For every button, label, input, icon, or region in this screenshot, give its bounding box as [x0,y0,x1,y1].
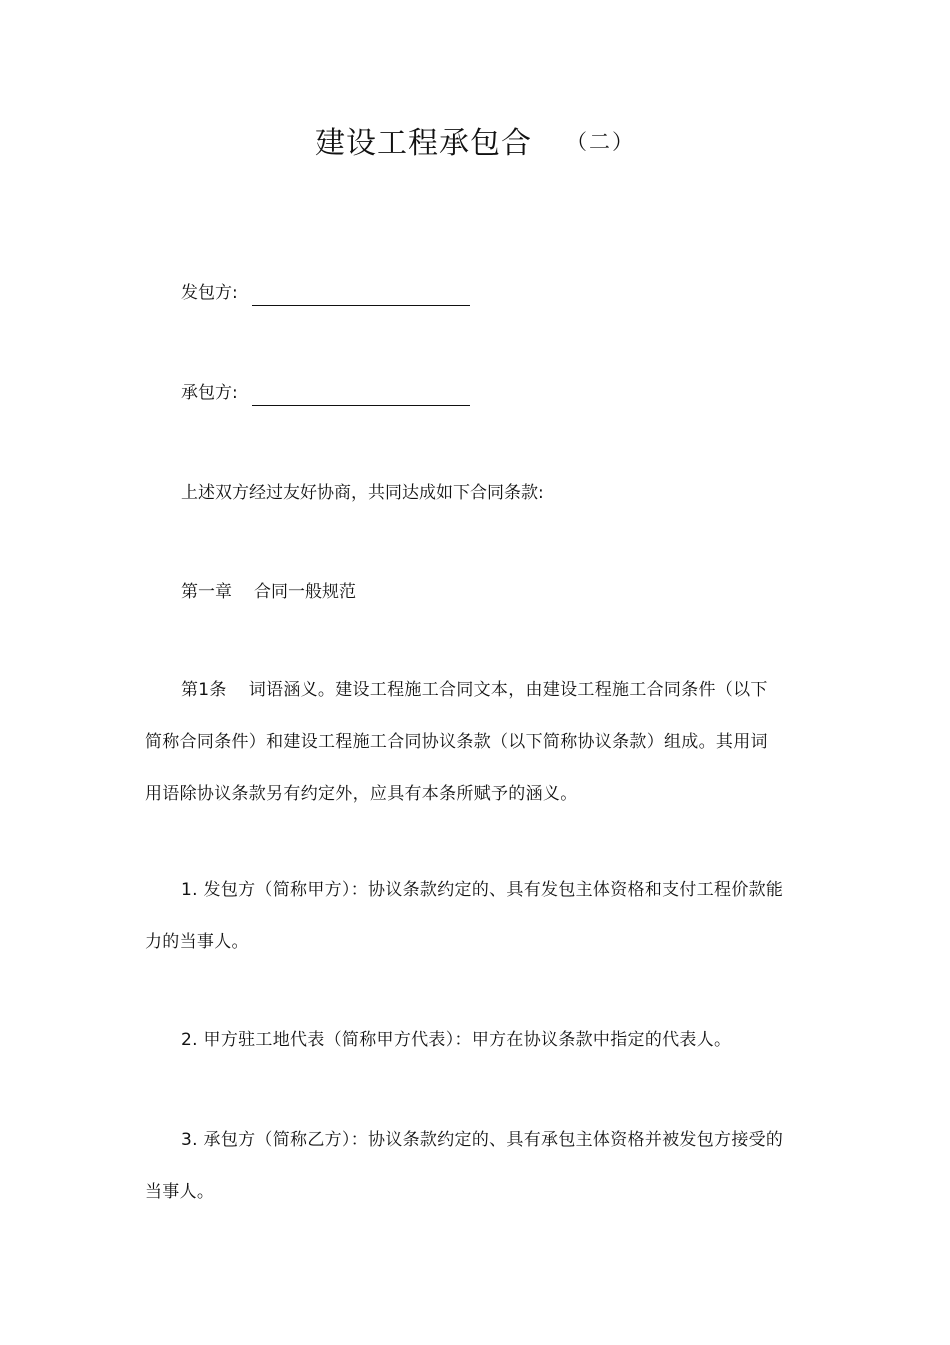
definition-item-2: 2. 甲方驻工地代表（简称甲方代表）：甲方在协议条款中指定的代表人。 [181,1030,732,1050]
chapter-label: 第一章 [181,582,232,602]
chapter-title: 合同一般规范 [254,582,356,602]
chapter-heading [181,579,356,605]
intro-text: 上述双方经过友好协商，共同达成如下合同条款: [181,483,544,503]
party-a-line [181,280,470,306]
party-b-line [181,380,470,406]
article-label: 第1条 [181,680,227,700]
document-title [0,122,950,168]
party-a-blank [252,287,470,306]
title-suffix: （二） [566,130,635,154]
party-b-label: 承包方: [181,383,238,403]
definition-item-3: 3. 承包方（简称乙方）：协议条款约定的、具有承包主体资格并被发包方接受的当事人。 [145,1130,784,1202]
definition-item-1: 1. 发包方（简称甲方）：协议条款约定的、具有发包主体资格和支付工程价款能力的当事人。 [145,880,784,952]
title-main: 建设工程承包合 [315,126,532,161]
article-1 [145,664,785,820]
party-b-blank [252,387,470,406]
party-a-label: 发包方: [181,283,238,303]
article-text: 词语涵义。建设工程施工合同文本，由建设工程施工合同条件（以下简称合同条件）和建设工程施工合同协议条款（以下简称协议条款）组成。其用词用语除协议条款另有约定外，应具有本条所赋予的涵义。 [145,680,768,804]
